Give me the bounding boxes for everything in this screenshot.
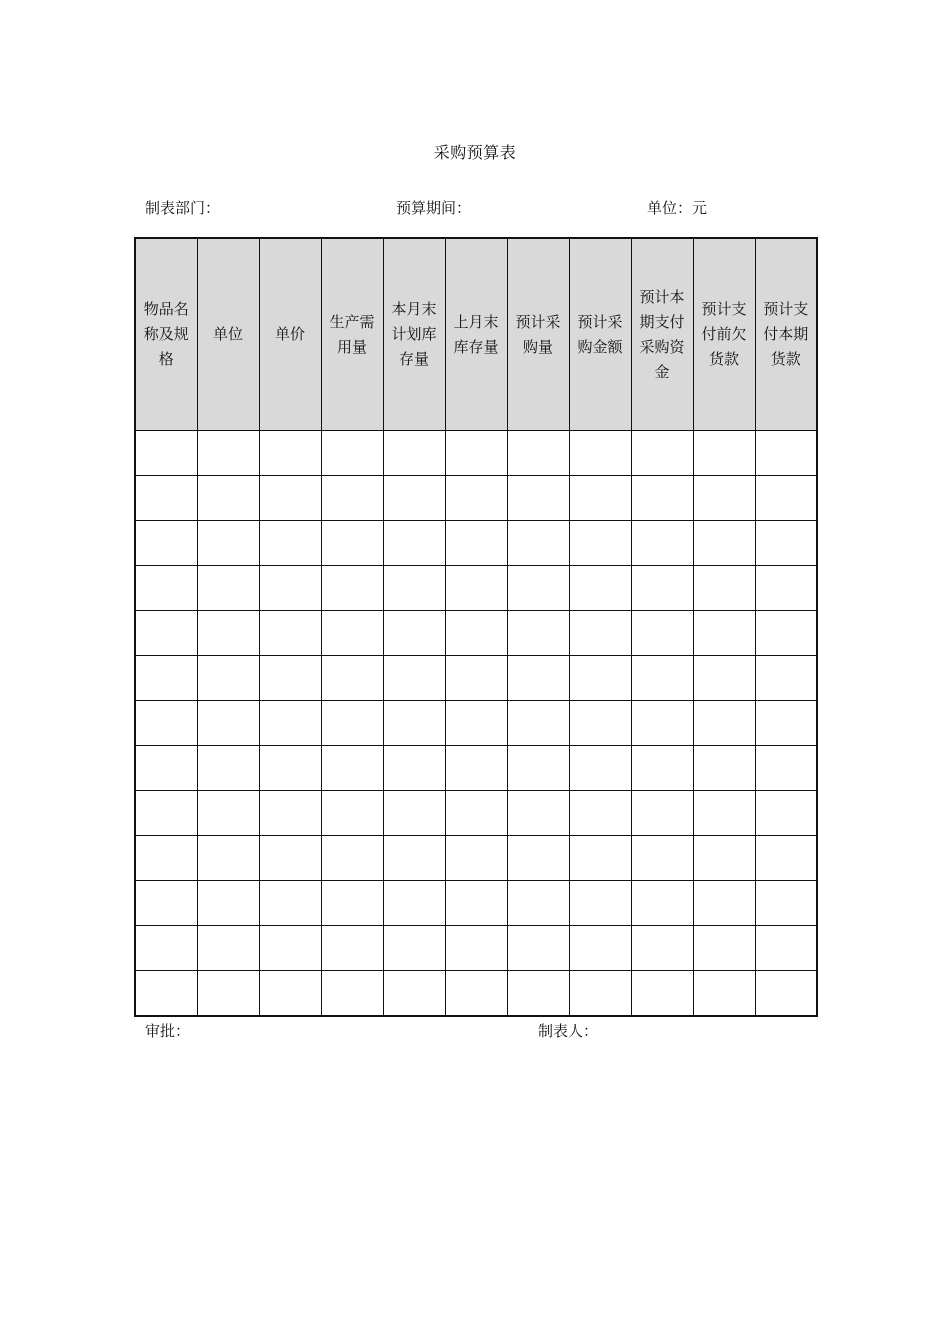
table-row <box>135 791 817 836</box>
table-cell[interactable] <box>197 746 259 791</box>
table-cell[interactable] <box>321 656 383 701</box>
table-cell[interactable] <box>321 881 383 926</box>
table-cell[interactable] <box>507 521 569 566</box>
table-cell[interactable] <box>755 881 817 926</box>
table-cell[interactable] <box>197 971 259 1017</box>
table-cell[interactable] <box>197 521 259 566</box>
table-cell[interactable] <box>569 836 631 881</box>
table-cell[interactable] <box>259 431 321 476</box>
table-cell[interactable] <box>755 746 817 791</box>
table-cell[interactable] <box>445 566 507 611</box>
table-cell[interactable] <box>259 971 321 1017</box>
header-unit: 单位 <box>197 238 259 431</box>
table-cell[interactable] <box>197 566 259 611</box>
table-cell[interactable] <box>135 791 197 836</box>
table-row <box>135 566 817 611</box>
table-cell[interactable] <box>755 791 817 836</box>
header-expected-payment-funds: 预计本期支付采购资金 <box>631 238 693 431</box>
table-cell[interactable] <box>631 791 693 836</box>
table-cell[interactable] <box>631 971 693 1017</box>
table-cell[interactable] <box>507 791 569 836</box>
table-cell[interactable] <box>321 791 383 836</box>
table-cell[interactable] <box>507 926 569 971</box>
table-cell[interactable] <box>569 971 631 1017</box>
table-cell[interactable] <box>321 431 383 476</box>
table-cell[interactable] <box>755 836 817 881</box>
table-cell[interactable] <box>321 476 383 521</box>
header-planned-end-inventory: 本月末计划库存量 <box>383 238 445 431</box>
table-cell[interactable] <box>755 971 817 1017</box>
table-cell[interactable] <box>693 656 755 701</box>
table-row <box>135 611 817 656</box>
table-cell[interactable] <box>135 611 197 656</box>
table-cell[interactable] <box>445 611 507 656</box>
table-row <box>135 521 817 566</box>
table-cell[interactable] <box>445 746 507 791</box>
table-cell[interactable] <box>445 791 507 836</box>
page-title: 采购预算表 <box>433 143 517 162</box>
table-cell[interactable] <box>569 746 631 791</box>
table-cell[interactable] <box>259 521 321 566</box>
table-cell[interactable] <box>135 926 197 971</box>
table-cell[interactable] <box>507 881 569 926</box>
header-last-month-inventory: 上月末库存量 <box>445 238 507 431</box>
table-cell[interactable] <box>259 881 321 926</box>
table-cell[interactable] <box>569 881 631 926</box>
table-cell[interactable] <box>507 431 569 476</box>
table-cell[interactable] <box>445 701 507 746</box>
table-cell[interactable] <box>631 476 693 521</box>
table-cell[interactable] <box>693 521 755 566</box>
table-cell[interactable] <box>259 926 321 971</box>
table-cell[interactable] <box>383 521 445 566</box>
table-cell[interactable] <box>507 476 569 521</box>
table-cell[interactable] <box>135 431 197 476</box>
table-cell[interactable] <box>383 791 445 836</box>
table-cell[interactable] <box>569 791 631 836</box>
table-cell[interactable] <box>135 521 197 566</box>
table-cell[interactable] <box>445 836 507 881</box>
table-cell[interactable] <box>569 476 631 521</box>
table-cell[interactable] <box>507 611 569 656</box>
table-cell[interactable] <box>445 926 507 971</box>
table-row <box>135 746 817 791</box>
table-cell[interactable] <box>135 476 197 521</box>
table-cell[interactable] <box>507 746 569 791</box>
table-row <box>135 926 817 971</box>
table-cell[interactable] <box>383 656 445 701</box>
header-unit-price: 单价 <box>259 238 321 431</box>
table-cell[interactable] <box>755 431 817 476</box>
table-cell[interactable] <box>197 701 259 746</box>
table-row <box>135 476 817 521</box>
table-cell[interactable] <box>383 746 445 791</box>
table-cell[interactable] <box>507 836 569 881</box>
table-cell[interactable] <box>569 611 631 656</box>
table-cell[interactable] <box>259 656 321 701</box>
table-cell[interactable] <box>383 926 445 971</box>
table-cell[interactable] <box>755 611 817 656</box>
table-cell[interactable] <box>259 791 321 836</box>
table-cell[interactable] <box>383 611 445 656</box>
table-cell[interactable] <box>135 566 197 611</box>
table-cell[interactable] <box>569 701 631 746</box>
table-cell[interactable] <box>383 836 445 881</box>
table-cell[interactable] <box>445 476 507 521</box>
table-cell[interactable] <box>135 656 197 701</box>
table-cell[interactable] <box>259 836 321 881</box>
table-cell[interactable] <box>197 791 259 836</box>
table-cell[interactable] <box>321 836 383 881</box>
header-current-payables: 预计支付本期货款 <box>755 238 817 431</box>
table-cell[interactable] <box>693 836 755 881</box>
table-cell[interactable] <box>197 611 259 656</box>
table-cell[interactable] <box>259 566 321 611</box>
table-cell[interactable] <box>755 701 817 746</box>
budget-period-label: 预算期间： <box>396 199 472 217</box>
table-cell[interactable] <box>755 476 817 521</box>
table-cell[interactable] <box>321 611 383 656</box>
table-cell[interactable] <box>445 656 507 701</box>
table-cell[interactable] <box>755 926 817 971</box>
table-cell[interactable] <box>197 431 259 476</box>
table-cell[interactable] <box>631 881 693 926</box>
table-cell[interactable] <box>507 656 569 701</box>
header-item-name-spec: 物品名称及规格 <box>135 238 197 431</box>
table-cell[interactable] <box>197 926 259 971</box>
table-cell[interactable] <box>135 836 197 881</box>
table-body <box>135 431 817 1017</box>
table-cell[interactable] <box>383 566 445 611</box>
table-cell[interactable] <box>569 926 631 971</box>
table-header-row <box>135 238 817 431</box>
table-cell[interactable] <box>197 836 259 881</box>
table-cell[interactable] <box>259 476 321 521</box>
table-cell[interactable] <box>631 656 693 701</box>
header-production-demand: 生产需用量 <box>321 238 383 431</box>
table-row <box>135 431 817 476</box>
table-cell[interactable] <box>569 656 631 701</box>
table-cell[interactable] <box>569 566 631 611</box>
table-cell[interactable] <box>135 746 197 791</box>
table-cell[interactable] <box>445 881 507 926</box>
table-cell[interactable] <box>197 656 259 701</box>
approval-label: 审批： <box>145 1022 191 1040</box>
table-cell[interactable] <box>693 566 755 611</box>
table-cell[interactable] <box>259 701 321 746</box>
table-cell[interactable] <box>693 791 755 836</box>
table-cell[interactable] <box>445 521 507 566</box>
table-cell[interactable] <box>693 431 755 476</box>
table-cell[interactable] <box>631 431 693 476</box>
table-cell[interactable] <box>135 701 197 746</box>
table-cell[interactable] <box>383 431 445 476</box>
table-cell[interactable] <box>321 971 383 1017</box>
table-cell[interactable] <box>693 926 755 971</box>
table-cell[interactable] <box>197 881 259 926</box>
table-cell[interactable] <box>383 971 445 1017</box>
table-cell[interactable] <box>197 476 259 521</box>
department-label: 制表部门： <box>145 199 221 217</box>
table-cell[interactable] <box>569 431 631 476</box>
table-cell[interactable] <box>693 701 755 746</box>
table-cell[interactable] <box>135 881 197 926</box>
table-cell[interactable] <box>321 926 383 971</box>
table-cell[interactable] <box>383 701 445 746</box>
table-cell[interactable] <box>445 971 507 1017</box>
table-cell[interactable] <box>755 566 817 611</box>
table-row <box>135 701 817 746</box>
table-cell[interactable] <box>259 611 321 656</box>
table-cell[interactable] <box>631 521 693 566</box>
header-expected-purchase-qty: 预计采购量 <box>507 238 569 431</box>
table-cell[interactable] <box>693 881 755 926</box>
table-cell[interactable] <box>507 701 569 746</box>
table-cell[interactable] <box>321 746 383 791</box>
table-row <box>135 836 817 881</box>
header-expected-purchase-amount: 预计采购金额 <box>569 238 631 431</box>
table-cell[interactable] <box>693 611 755 656</box>
table-cell[interactable] <box>321 701 383 746</box>
table-cell[interactable] <box>135 971 197 1017</box>
table-cell[interactable] <box>259 746 321 791</box>
table-cell[interactable] <box>321 566 383 611</box>
table-cell[interactable] <box>507 566 569 611</box>
currency-unit-label: 单位：元 <box>647 199 708 217</box>
table-row <box>135 881 817 926</box>
purchase-budget-table <box>134 237 818 1017</box>
table-cell[interactable] <box>631 566 693 611</box>
table-cell[interactable] <box>693 971 755 1017</box>
table-cell[interactable] <box>569 521 631 566</box>
table-cell[interactable] <box>383 881 445 926</box>
header-prior-payables: 预计支付前欠货款 <box>693 238 755 431</box>
table-cell[interactable] <box>383 476 445 521</box>
table-cell[interactable] <box>693 476 755 521</box>
table-cell[interactable] <box>445 431 507 476</box>
table-row <box>135 971 817 1017</box>
table-cell[interactable] <box>631 926 693 971</box>
table-row <box>135 656 817 701</box>
table-cell[interactable] <box>755 521 817 566</box>
table-cell[interactable] <box>693 746 755 791</box>
table-cell[interactable] <box>631 746 693 791</box>
table-cell[interactable] <box>631 836 693 881</box>
table-cell[interactable] <box>631 611 693 656</box>
table-cell[interactable] <box>321 521 383 566</box>
prepared-by-label: 制表人： <box>538 1022 599 1040</box>
table-cell[interactable] <box>755 656 817 701</box>
table-cell[interactable] <box>631 701 693 746</box>
table-cell[interactable] <box>507 971 569 1017</box>
